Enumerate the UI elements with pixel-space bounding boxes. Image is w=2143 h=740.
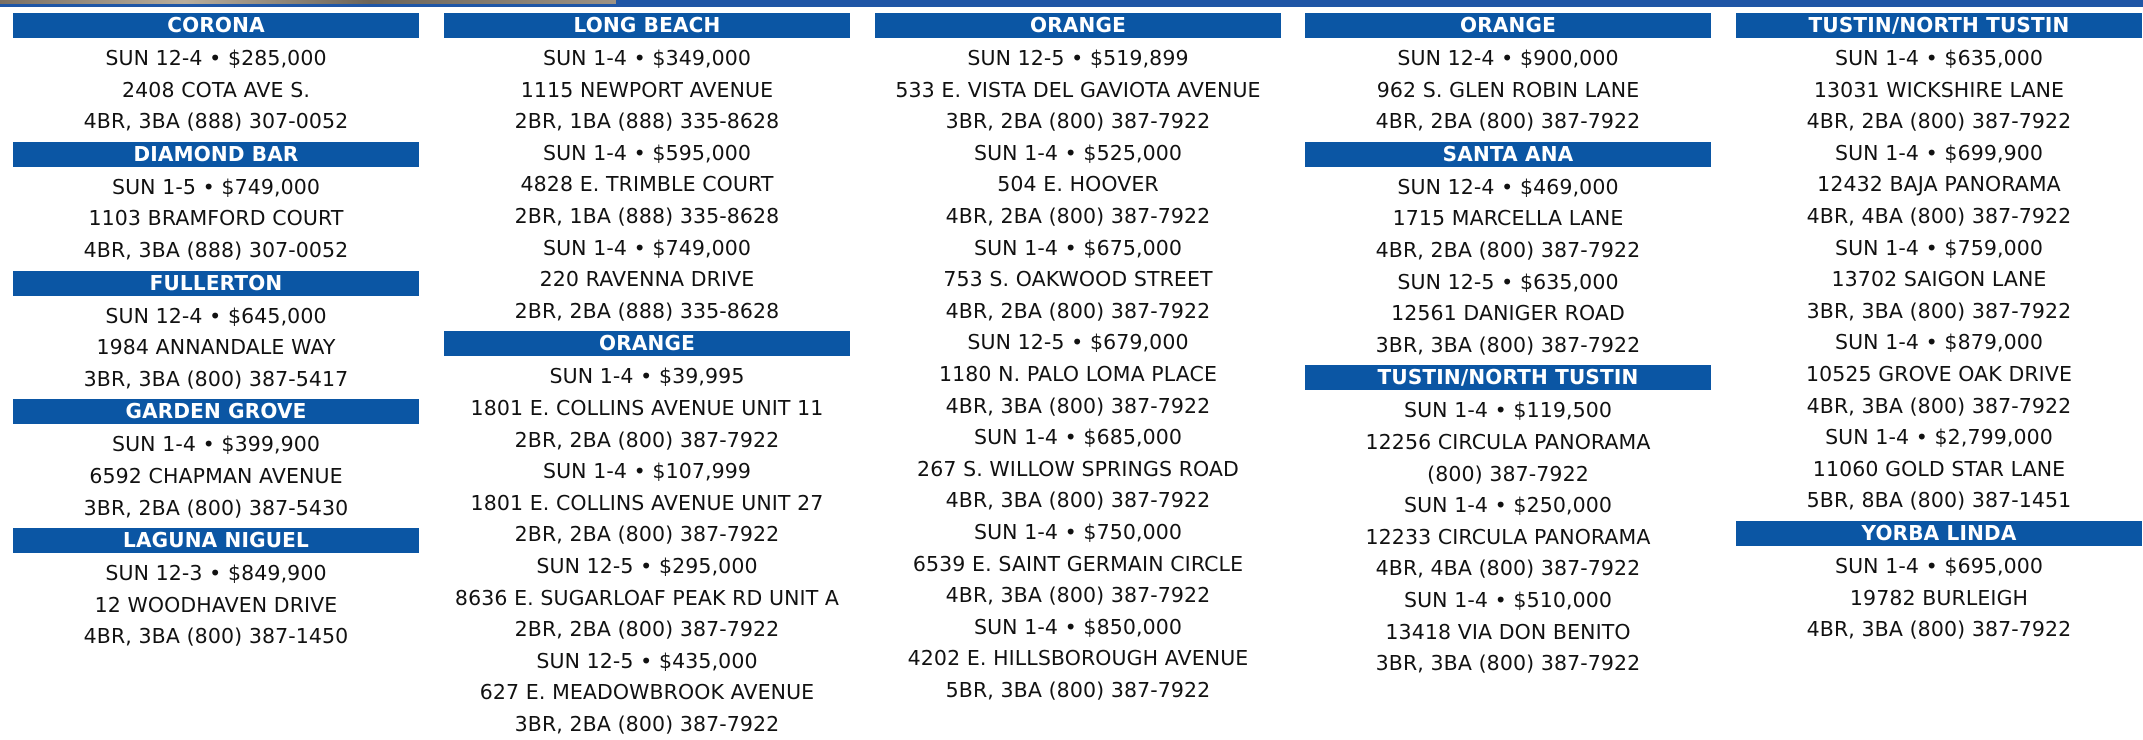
listing-address: 267 S. WILLOW SPRINGS ROAD	[917, 456, 1239, 481]
listing-item	[875, 327, 1281, 422]
listing-address: 2408 COTA AVE S.	[122, 77, 310, 102]
city-section	[13, 528, 419, 653]
city-header: ORANGE	[875, 13, 1281, 38]
listing-details: 4BR, 2BA (800) 387-7922	[1375, 109, 1641, 134]
city-section	[13, 399, 419, 524]
listing-details: 2BR, 2BA (800) 387-7922	[514, 522, 780, 547]
listing-item	[1736, 422, 2142, 517]
city-section	[1305, 142, 1711, 362]
listing-address: 12233 CIRCULA PANORAMA	[1365, 524, 1651, 549]
listing-open-time-price: SUN 12-5 • $519,899	[967, 46, 1189, 70]
listing-details: 4BR, 3BA (888) 307-0052	[83, 237, 349, 262]
listing-details: 4BR, 3BA (800) 387-1450	[83, 624, 349, 649]
listing-address: 753 S. OAKWOOD STREET	[943, 267, 1213, 292]
listing-item	[1736, 138, 2142, 233]
listing-address: 10525 GROVE OAK DRIVE	[1805, 361, 2073, 386]
listing-open-time-price: SUN 1-5 • $749,000	[111, 174, 321, 199]
listing-address: 220 RAVENNA DRIVE	[539, 267, 755, 292]
listing-open-time-price: SUN 1-4 • $635,000	[1834, 46, 2044, 70]
listing-column	[875, 13, 1281, 706]
listing-details: 5BR, 3BA (800) 387-7922	[945, 677, 1211, 702]
listing-details: 3BR, 3BA (800) 387-7922	[1375, 332, 1641, 357]
city-header: TUSTIN/NORTH TUSTIN	[1305, 365, 1711, 390]
listing-address: 962 S. GLEN ROBIN LANE	[1376, 77, 1640, 102]
listing-details: 3BR, 2BA (800) 387-7922	[945, 109, 1211, 134]
listing-address: 19782 BURLEIGH	[1849, 585, 2029, 610]
listing-details: 2BR, 2BA (800) 387-7922	[514, 617, 780, 642]
listing-details: 2BR, 2BA (800) 387-7922	[514, 427, 780, 452]
listing-address: 12561 DANIGER ROAD	[1391, 301, 1625, 326]
listing-details: 4BR, 3BA (800) 387-7922	[1806, 393, 2072, 418]
listing-address: 1801 E. COLLINS AVENUE UNIT 11	[470, 395, 824, 420]
listing-open-time-price: SUN 12-4 • $285,000	[105, 46, 327, 70]
listing-item	[444, 646, 850, 740]
city-header: GARDEN GROVE	[13, 399, 419, 424]
listing-open-time-price: SUN 1-4 • $119,500	[1403, 398, 1613, 423]
listing-details: 3BR, 3BA (800) 387-7922	[1375, 651, 1641, 676]
listing-item	[13, 301, 419, 396]
listing-open-time-price: SUN 12-4 • $469,000	[1397, 174, 1619, 199]
listing-column	[1305, 13, 1711, 680]
listing-open-time-price: SUN 12-5 • $295,000	[536, 553, 758, 578]
listing-item	[875, 422, 1281, 517]
listing-item	[1305, 43, 1711, 138]
listing-item	[13, 429, 419, 524]
city-header: YORBA LINDA	[1736, 521, 2142, 546]
listing-address: 533 E. VISTA DEL GAVIOTA AVENUE	[895, 77, 1261, 102]
listing-item	[1305, 395, 1711, 490]
listing-item	[13, 558, 419, 653]
listing-item	[444, 551, 850, 646]
city-section	[13, 13, 419, 138]
city-section	[1305, 13, 1711, 138]
listing-open-time-price: SUN 1-4 • $250,000	[1403, 493, 1613, 518]
listing-item	[1736, 233, 2142, 328]
listing-open-time-price: SUN 1-4 • $675,000	[973, 235, 1183, 260]
listing-details: (800) 387-7922	[1427, 461, 1589, 486]
listing-details: 3BR, 3BA (800) 387-7922	[1806, 298, 2072, 323]
listing-address: 4202 E. HILLSBOROUGH AVENUE	[907, 646, 1249, 671]
listing-item	[444, 43, 850, 138]
listing-details: 3BR, 2BA (800) 387-7922	[514, 711, 780, 736]
listing-address: 12432 BAJA PANORAMA	[1817, 172, 2061, 197]
city-header: DIAMOND BAR	[13, 142, 419, 167]
listing-item	[444, 233, 850, 328]
listing-details: 4BR, 4BA (800) 387-7922	[1806, 203, 2072, 228]
listing-open-time-price: SUN 1-4 • $510,000	[1403, 587, 1613, 612]
listing-address: 4828 E. TRIMBLE COURT	[520, 172, 774, 197]
listing-open-time-price: SUN 1-4 • $525,000	[973, 140, 1183, 165]
listing-details: 2BR, 1BA (888) 335-8628	[514, 109, 780, 134]
listing-address: 1180 N. PALO LOMA PLACE	[938, 361, 1217, 386]
listing-column	[1736, 13, 2142, 646]
listing-address: 8636 E. SUGARLOAF PEAK RD UNIT A	[454, 585, 840, 610]
listing-details: 4BR, 3BA (800) 387-7922	[1806, 617, 2072, 642]
listing-open-time-price: SUN 1-4 • $107,999	[542, 459, 752, 484]
cropped-photo-strip	[0, 0, 616, 4]
city-section	[875, 13, 1281, 706]
listing-address: 627 E. MEADOWBROOK AVENUE	[479, 680, 815, 705]
listing-details: 2BR, 2BA (888) 335-8628	[514, 298, 780, 323]
listing-item	[875, 233, 1281, 328]
listing-address: 12256 CIRCULA PANORAMA	[1365, 429, 1651, 454]
city-section	[13, 271, 419, 396]
city-header: SANTA ANA	[1305, 142, 1711, 167]
listing-open-time-price: SUN 1-4 • $2,799,000	[1825, 425, 2053, 450]
listing-details: 2BR, 1BA (888) 335-8628	[514, 203, 780, 228]
listing-details: 4BR, 2BA (800) 387-7922	[945, 298, 1211, 323]
listing-details: 3BR, 2BA (800) 387-5430	[83, 495, 349, 520]
city-section	[1736, 13, 2142, 517]
listing-open-time-price: SUN 1-4 • $759,000	[1834, 235, 2044, 260]
listing-open-time-price: SUN 1-4 • $850,000	[973, 614, 1183, 639]
listing-open-time-price: SUN 1-4 • $595,000	[542, 140, 752, 165]
listing-item	[1736, 327, 2142, 422]
listing-open-time-price: SUN 1-4 • $879,000	[1834, 330, 2044, 355]
listing-column	[444, 13, 850, 740]
listing-address: 11060 GOLD STAR LANE	[1812, 456, 2066, 481]
city-header: TUSTIN/NORTH TUSTIN	[1736, 13, 2142, 38]
listing-item	[875, 517, 1281, 612]
listing-open-time-price: SUN 1-4 • $349,000	[542, 46, 752, 70]
listing-open-time-price: SUN 1-4 • $750,000	[973, 519, 1183, 544]
listing-details: 4BR, 3BA (800) 387-7922	[945, 488, 1211, 513]
listing-item	[1736, 43, 2142, 138]
listing-address: 13418 VIA DON BENITO	[1385, 619, 1631, 644]
listing-details: 4BR, 2BA (800) 387-7922	[1375, 237, 1641, 262]
listing-details: 4BR, 2BA (800) 387-7922	[945, 203, 1211, 228]
listing-details: 4BR, 3BA (800) 387-7922	[945, 393, 1211, 418]
listing-open-time-price: SUN 12-4 • $645,000	[105, 303, 327, 328]
listing-open-time-price: SUN 12-4 • $900,000	[1397, 46, 1619, 70]
listing-open-time-price: SUN 12-5 • $435,000	[536, 648, 758, 673]
listing-item	[875, 138, 1281, 233]
listing-details: 3BR, 3BA (800) 387-5417	[83, 366, 349, 391]
listing-address: 6539 E. SAINT GERMAIN CIRCLE	[912, 551, 1244, 576]
city-section	[13, 142, 419, 267]
city-header: LAGUNA NIGUEL	[13, 528, 419, 553]
city-section	[1736, 521, 2142, 646]
listing-open-time-price: SUN 12-3 • $849,900	[105, 561, 327, 586]
listing-details: 4BR, 2BA (800) 387-7922	[1806, 109, 2072, 134]
top-color-strip	[0, 0, 2143, 7]
listing-details: 5BR, 8BA (800) 387-1451	[1806, 488, 2072, 513]
listing-item	[1305, 490, 1711, 585]
city-section	[1305, 365, 1711, 679]
listing-open-time-price: SUN 1-4 • $39,995	[549, 364, 745, 389]
listing-address: 1801 E. COLLINS AVENUE UNIT 27	[470, 490, 824, 515]
listing-details: 4BR, 4BA (800) 387-7922	[1375, 556, 1641, 581]
listing-open-time-price: SUN 1-4 • $695,000	[1834, 553, 2044, 578]
listing-address: 1715 MARCELLA LANE	[1392, 206, 1624, 231]
listing-open-time-price: SUN 12-5 • $679,000	[967, 330, 1189, 355]
city-header: LONG BEACH	[444, 13, 850, 38]
city-section	[444, 13, 850, 327]
listing-item	[1305, 585, 1711, 680]
listing-item	[444, 138, 850, 233]
listing-address: 1103 BRAMFORD COURT	[88, 206, 344, 231]
city-header: ORANGE	[1305, 13, 1711, 38]
listing-details: 4BR, 3BA (800) 387-7922	[945, 583, 1211, 608]
listing-open-time-price: SUN 1-4 • $749,000	[542, 235, 752, 260]
listing-item	[875, 43, 1281, 138]
listing-item	[875, 612, 1281, 707]
listing-address: 13031 WICKSHIRE LANE	[1813, 77, 2065, 102]
listing-item	[13, 43, 419, 138]
listing-address: 1115 NEWPORT AVENUE	[520, 77, 774, 102]
listing-column	[13, 13, 419, 653]
listing-item	[1305, 172, 1711, 267]
listing-open-time-price: SUN 1-4 • $699,900	[1834, 140, 2044, 165]
listing-item	[1736, 551, 2142, 646]
city-header: FULLERTON	[13, 271, 419, 296]
listing-item	[1305, 267, 1711, 362]
listing-address: 504 E. HOOVER	[997, 172, 1159, 197]
listing-address: 13702 SAIGON LANE	[1831, 267, 2047, 292]
listing-details: 4BR, 3BA (888) 307-0052	[83, 109, 349, 134]
listing-open-time-price: SUN 12-5 • $635,000	[1397, 269, 1619, 294]
listing-open-time-price: SUN 1-4 • $685,000	[973, 425, 1183, 450]
city-section	[444, 331, 850, 740]
listing-address: 12 WOODHAVEN DRIVE	[94, 592, 338, 617]
city-header: ORANGE	[444, 331, 850, 356]
listing-open-time-price: SUN 1-4 • $399,900	[111, 432, 321, 457]
listing-address: 1984 ANNANDALE WAY	[96, 335, 336, 360]
city-header: CORONA	[13, 13, 419, 38]
listing-address: 6592 CHAPMAN AVENUE	[89, 463, 343, 488]
listing-item	[444, 361, 850, 456]
listing-item	[13, 172, 419, 267]
listing-item	[444, 456, 850, 551]
